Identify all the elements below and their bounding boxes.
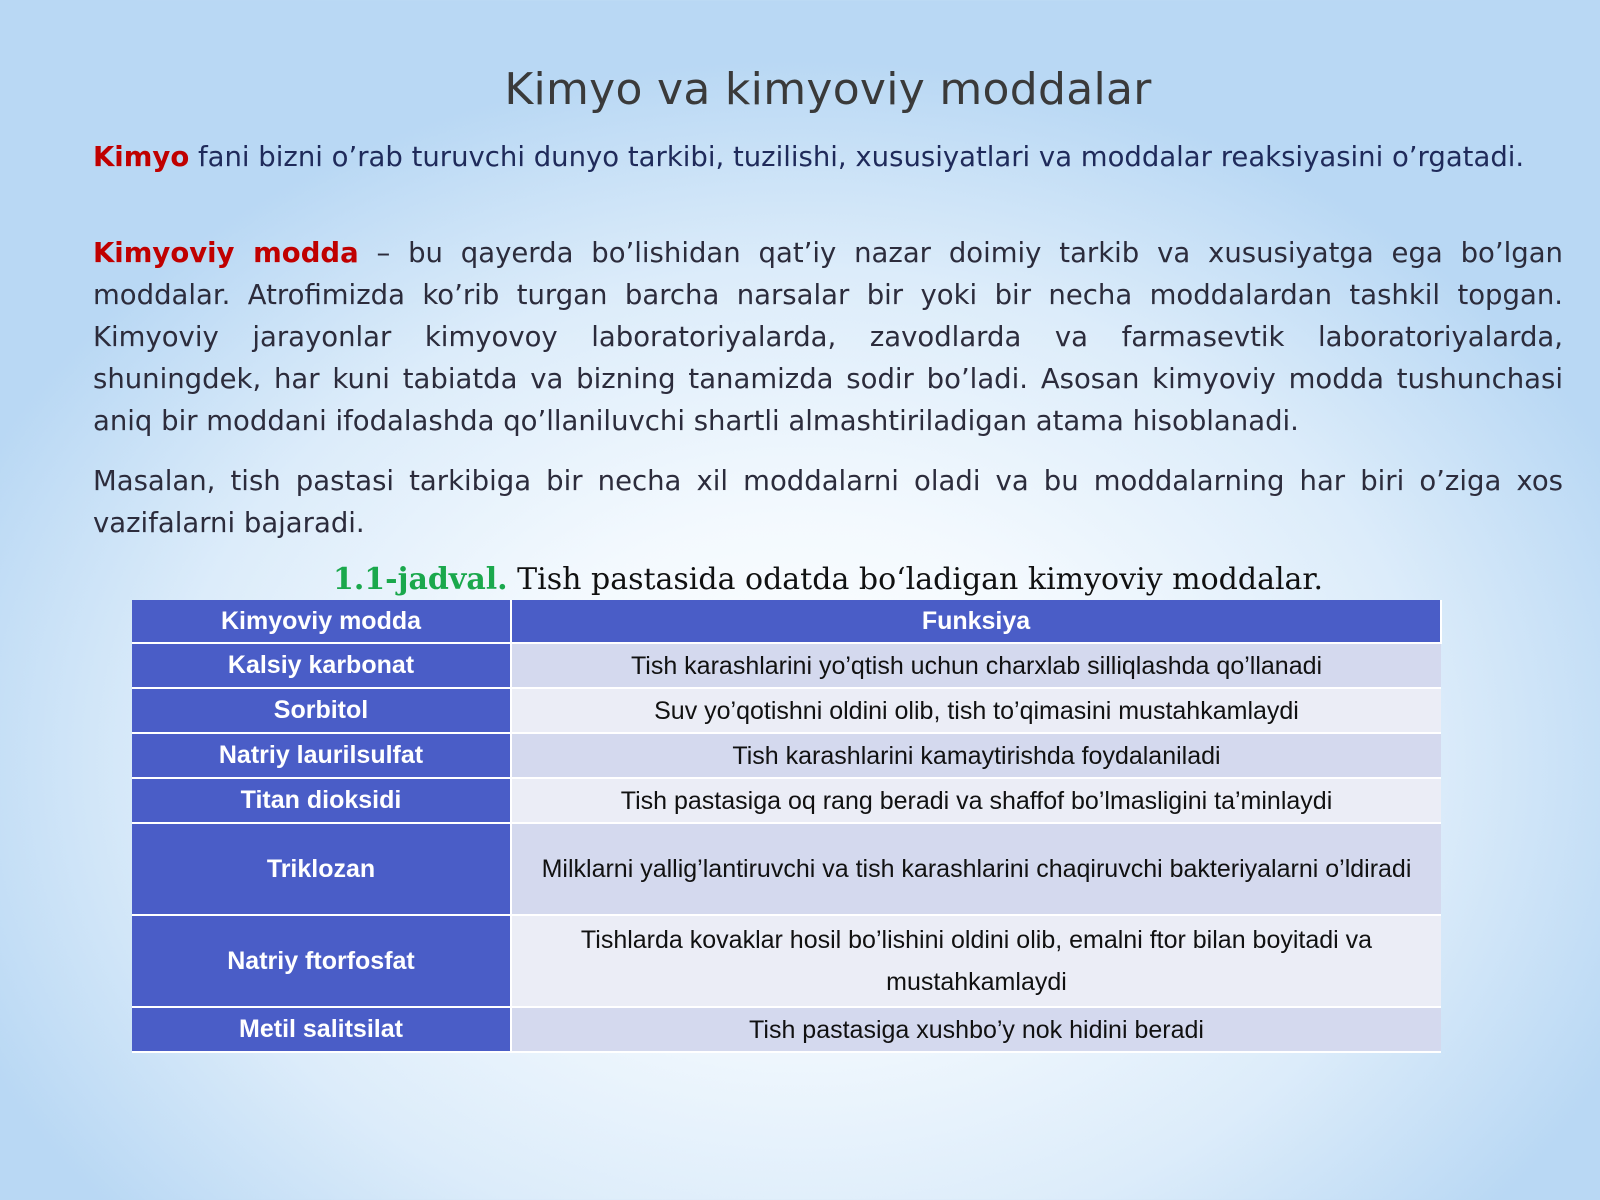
paragraph-text: fani bizni o’rab turuvchi dunyo tarkibi, tuzilishi, xususiyatlari va moddalar reaksiyasini o’rgatadi.: [189, 141, 1525, 173]
substance-function: Tish pastasiga oq rang beradi va shaffof bo’lmasligini ta’minlaydi: [511, 778, 1441, 823]
substance-function: Tishlarda kovaklar hosil bo’lishini oldini olib, emalni ftor bilan boyitadi va mustahkamlaydi: [511, 915, 1441, 1007]
substance-name: Metil salitsilat: [132, 1007, 511, 1052]
substance-function: Tish karashlarini kamaytirishda foydalaniladi: [511, 733, 1441, 778]
chemicals-table: [132, 600, 1442, 1053]
table-row: [132, 1007, 1441, 1052]
table-caption: [0, 562, 1600, 597]
substance-name: Kalsiy karbonat: [132, 643, 511, 688]
table-row: [132, 915, 1441, 1007]
header-function: Funksiya: [511, 600, 1441, 643]
substance-name: Natriy laurilsulfat: [132, 733, 511, 778]
substance-name: Natriy ftorfosfat: [132, 915, 511, 1007]
keyword-kimyo: Kimyo: [93, 141, 190, 173]
table-header-row: [132, 600, 1441, 643]
table-number: 1.1-jadval.: [332, 562, 508, 597]
table-caption-text: Tish pastasida odatda boʻladigan kimyoviy moddalar.: [507, 562, 1324, 597]
paragraph-example: Masalan, tish pastasi tarkibiga bir necha xil moddalarni oladi va bu moddalarning har biri o’ziga xos vazifalarni bajaradi.: [93, 465, 1563, 539]
substance-name: Sorbitol: [132, 688, 511, 733]
paragraph-chemistry-definition: [93, 138, 1563, 176]
substance-function: Milklarni yallig’lantiruvchi va tish karashlarini chaqiruvchi bakteriyalarni o’ldiradi: [511, 823, 1441, 915]
table-row: [132, 823, 1441, 915]
substance-function: Tish karashlarini yo’qtish uchun charxlab silliqlashda qo’llanadi: [511, 643, 1441, 688]
paragraph-chemical-substance: [93, 232, 1563, 442]
header-substance: Kimyoviy modda: [132, 600, 511, 643]
paragraph-text: – bu qayerda bo’lishidan qat’iy nazar doimiy tarkib va xususiyatga ega bo’lgan moddalar. Atrofimizda ko’rib turgan barcha narsalar bir yoki bir necha moddalardan tashkil topgan. Kimyoviy jarayonlar kimyovoy laboratoriyalarda, zavodlarda va farmasevtik laboratoriyalarda, shuningdek, har kuni tabiatda va bizning tanamizda sodir bo’ladi. Asosan kimyoviy modda tushunchasi aniq bir moddani ifodalashda qo’llaniluvchi shartli almashtiriladigan atama hisoblanadi.: [93, 237, 1563, 437]
table-row: [132, 733, 1441, 778]
table-row: [132, 643, 1441, 688]
slide-title: Kimyo va kimyoviy moddalar: [504, 64, 1152, 115]
keyword-kimyoviy-modda: Kimyoviy modda: [93, 237, 359, 269]
substance-function: Tish pastasiga xushbo’y nok hidini beradi: [511, 1007, 1441, 1052]
substance-name: Triklozan: [132, 823, 511, 915]
substance-function: Suv yo’qotishni oldini olib, tish to’qimasini mustahkamlaydi: [511, 688, 1441, 733]
table-row: [132, 778, 1441, 823]
substance-name: Titan dioksidi: [132, 778, 511, 823]
table-row: [132, 688, 1441, 733]
